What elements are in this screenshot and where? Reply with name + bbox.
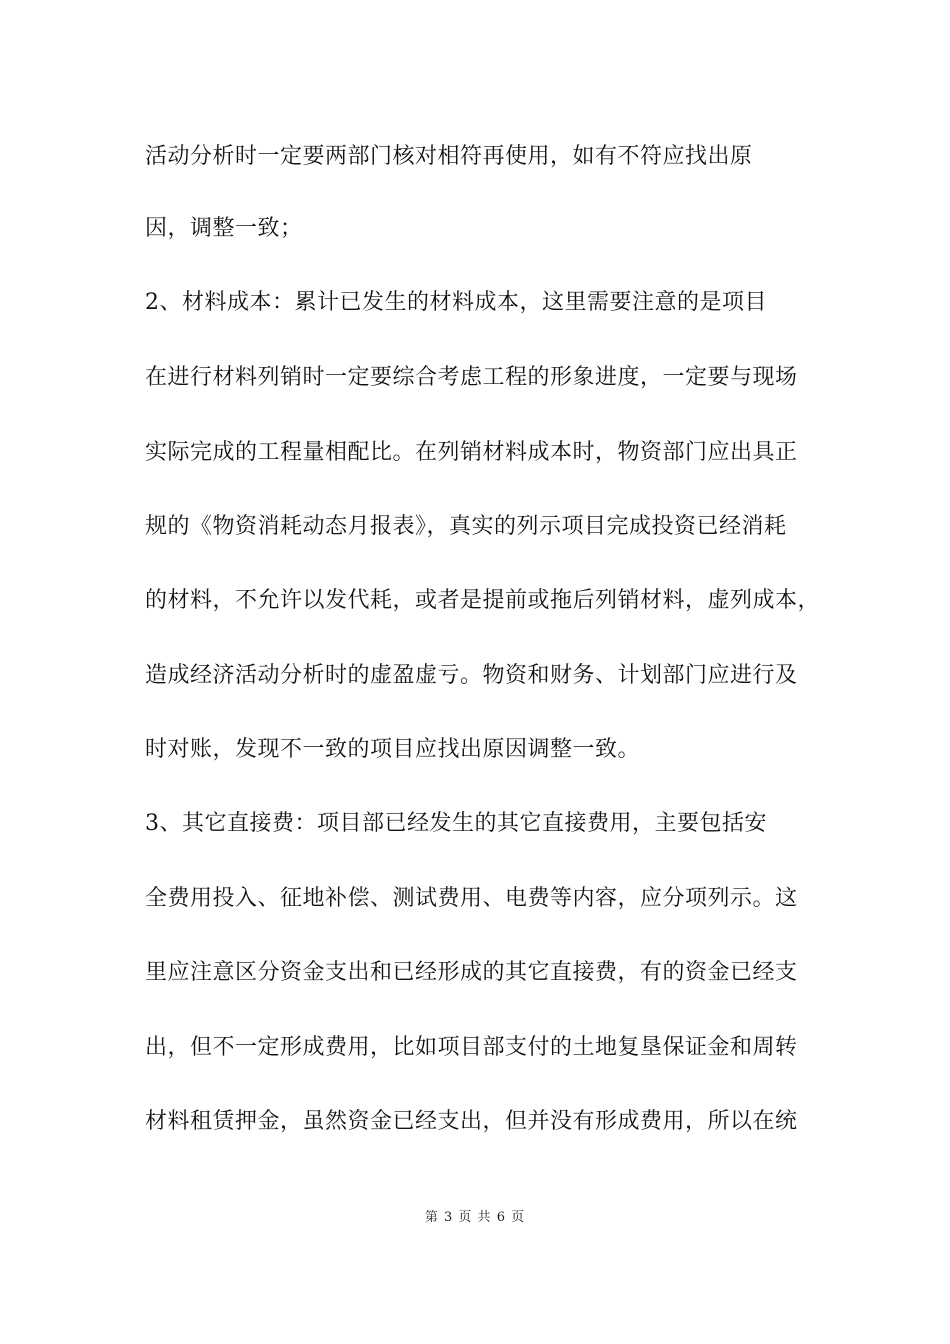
text-line-4: 在进行材料列销时一定要综合考虑工程的形象进度，一定要与现场 bbox=[145, 365, 798, 390]
page-number-footer: 第 3 页 共 6 页 bbox=[424, 1210, 526, 1225]
text-line-8: 造成经济活动分析时的虚盈虚亏。物资和财务、计划部门应进行及 bbox=[145, 663, 798, 688]
text-line-13: 出，但不一定形成费用，比如项目部支付的土地复垦保证金和周转 bbox=[145, 1035, 798, 1060]
text-line-11: 全费用投入、征地补偿、测试费用、电费等内容，应分项列示。这 bbox=[145, 886, 798, 911]
text-line-1: 活动分析时一定要两部门核对相符再使用，如有不符应找出原 bbox=[145, 144, 753, 169]
text-line-7: 的材料，不允许以发代耗，或者是提前或拖后列销材料，虚列成本， bbox=[145, 588, 821, 613]
text-line-6: 规的《物资消耗动态月报表》，真实的列示项目完成投资已经消耗 bbox=[145, 514, 787, 539]
text-line-9: 时对账，发现不一致的项目应找出原因调整一致。 bbox=[145, 737, 641, 762]
text-line-10: 3、其它直接费：项目部已经发生的其它直接费用，主要包括安 bbox=[145, 811, 767, 836]
text-line-2: 因，调整一致； bbox=[145, 216, 303, 241]
text-line-5: 实际完成的工程量相配比。在列销材料成本时，物资部门应出具正 bbox=[145, 440, 798, 465]
text-line-12: 里应注意区分资金支出和已经形成的其它直接费，有的资金已经支 bbox=[145, 960, 798, 985]
text-line-3: 2、材料成本：累计已发生的材料成本，这里需要注意的是项目 bbox=[145, 290, 767, 315]
text-line-14: 材料租赁押金，虽然资金已经支出，但并没有形成费用，所以在统 bbox=[145, 1109, 798, 1134]
